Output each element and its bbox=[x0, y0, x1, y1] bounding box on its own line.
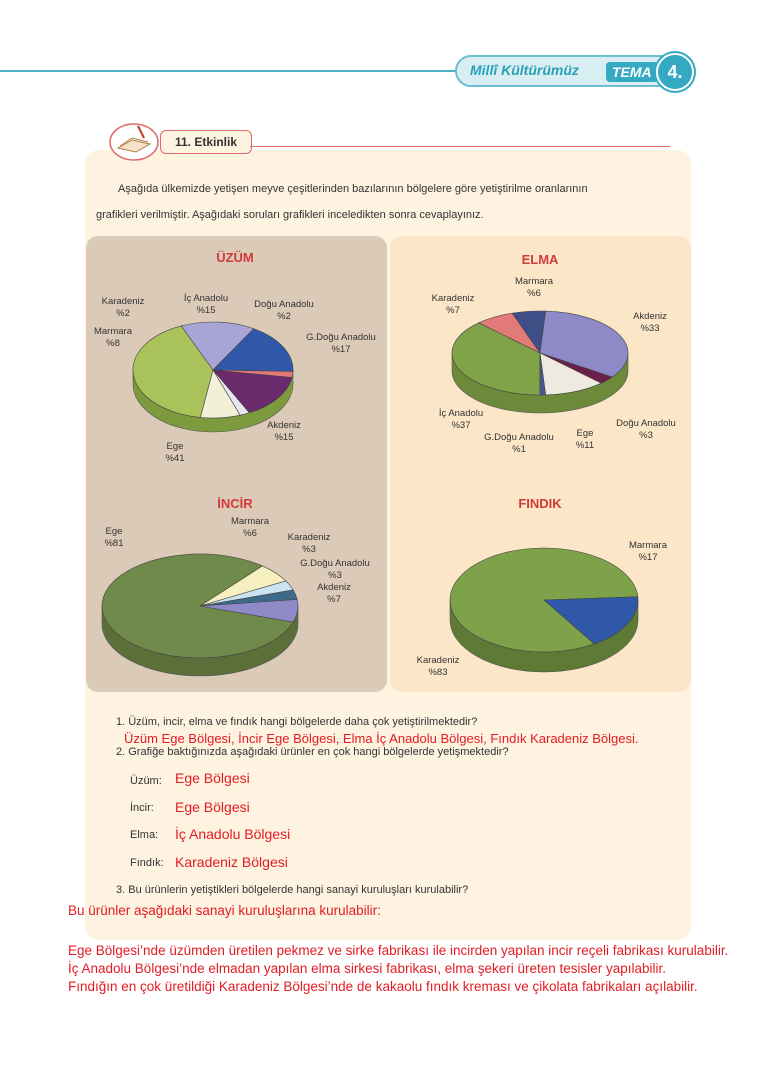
label-elma-marmara: Marmara %6 bbox=[514, 276, 553, 299]
answer-1: Üzüm Ege Bölgesi, İncir Ege Bölgesi, Elma İç Anadolu Bölgesi, Fındık Karadeniz Bölgesi. bbox=[124, 731, 639, 746]
book-icon bbox=[108, 118, 160, 162]
label-incir-marmara: Marmara %6 bbox=[230, 516, 269, 539]
question-3: 3. Bu ürünlerin yetiştikleri bölgelerde hangi sanayi kuruluşları kurulabilir? bbox=[116, 884, 469, 896]
label-elma-akdeniz: Akdeniz %33 bbox=[633, 311, 667, 334]
intro-text bbox=[96, 176, 686, 228]
intro-line-1: Aşağıda ülkemizde yetişen meyve çeşitlerinden bazılarının bölgelere göre yetiştirilme oranlarının bbox=[118, 183, 588, 195]
item-answer-elma: İç Anadolu Bölgesi bbox=[175, 826, 291, 842]
label-uzum-dogu-anadolu: Doğu Anadolu %2 bbox=[254, 299, 314, 322]
activity-underline bbox=[250, 146, 670, 147]
answer-3 bbox=[68, 902, 758, 996]
label-findik-marmara: Marmara %17 bbox=[628, 540, 667, 563]
answer-3-paragraph-2: İç Anadolu Bölgesi’nde elmadan yapılan elma sirkesi fabrikası, elma şekeri üreten tesisler yapılabilir. bbox=[68, 961, 667, 976]
label-uzum-ic-anadolu: İç Anadolu %15 bbox=[183, 293, 229, 316]
tema-number: 4. bbox=[656, 53, 694, 91]
label-incir-akdeniz: Akdeniz %7 bbox=[317, 582, 351, 605]
item-answer-findik: Karadeniz Bölgesi bbox=[175, 854, 288, 870]
pie-chart-uzum bbox=[128, 315, 298, 435]
item-label-incir: İncir: bbox=[130, 802, 154, 814]
label-elma-karadeniz: Karadeniz %7 bbox=[431, 293, 475, 316]
label-uzum-ege: Ege %41 bbox=[165, 441, 185, 464]
label-incir-karadeniz: Karadeniz %3 bbox=[287, 532, 331, 555]
label-uzum-karadeniz: Karadeniz %2 bbox=[101, 296, 145, 319]
pie-chart-findik bbox=[448, 538, 643, 673]
item-answer-incir: Ege Bölgesi bbox=[175, 799, 250, 815]
intro-line-2: grafikleri verilmiştir. Aşağıdaki soruları grafikleri inceledikten sonra cevaplayınız. bbox=[96, 209, 484, 221]
label-uzum-marmara: Marmara %8 bbox=[93, 326, 132, 349]
tema-label: TEMA bbox=[606, 62, 658, 82]
label-elma-gdogu-anadolu: G.Doğu Anadolu %1 bbox=[484, 432, 554, 455]
label-findik-karadeniz: Karadeniz %83 bbox=[416, 655, 460, 678]
pie-chart-incir bbox=[100, 548, 305, 683]
chart-title-incir: İNCİR bbox=[217, 496, 253, 511]
label-incir-ege: Ege %81 bbox=[104, 526, 124, 549]
question-1: 1. Üzüm, incir, elma ve fındık hangi bölgelerde daha çok yetiştirilmektedir? bbox=[116, 716, 478, 728]
label-uzum-akdeniz: Akdeniz %15 bbox=[267, 420, 301, 443]
answer-3-paragraph-3: Fındığın en çok üretildiği Karadeniz Bölgesi’nde de kakaolu fındık kreması ve çikolata fabrikaları açılabilir. bbox=[68, 979, 698, 994]
label-elma-dogu-anadolu: Doğu Anadolu %3 bbox=[616, 418, 676, 441]
item-answer-uzum: Ege Bölgesi bbox=[175, 770, 250, 786]
item-label-findik: Fındık: bbox=[130, 857, 164, 869]
item-label-elma: Elma: bbox=[130, 829, 159, 841]
chart-title-elma: ELMA bbox=[521, 252, 559, 267]
chart-title-findik: FINDIK bbox=[518, 496, 562, 511]
label-uzum-gdogu-anadolu: G.Doğu Anadolu %17 bbox=[306, 332, 376, 355]
theme-title: Millî Kültürümüz bbox=[470, 62, 579, 78]
pie-chart-elma bbox=[448, 305, 633, 415]
question-2: 2. Grafiğe baktığınızda aşağıdaki ürünler en çok hangi bölgelerde yetişmektedir? bbox=[116, 746, 509, 758]
answer-3-paragraph-1: Ege Bölgesi’nde üzümden üretilen pekmez ve sirke fabrikası ile incirden yapılan incir reçeli fabrikası kurulabilir. bbox=[68, 943, 729, 958]
answer-3-intro: Bu ürünler aşağıdaki sanayi kuruluşlarına kurulabilir: bbox=[68, 903, 381, 918]
header-rule bbox=[0, 70, 470, 72]
label-elma-ic-anadolu: İç Anadolu %37 bbox=[438, 408, 484, 431]
activity-tab: 11. Etkinlik bbox=[160, 130, 252, 154]
chart-title-uzum: ÜZÜM bbox=[216, 250, 254, 265]
label-elma-ege: Ege %11 bbox=[575, 428, 595, 451]
item-label-uzum: Üzüm: bbox=[130, 775, 162, 787]
label-incir-gdogu-anadolu: G.Doğu Anadolu %3 bbox=[300, 558, 370, 581]
